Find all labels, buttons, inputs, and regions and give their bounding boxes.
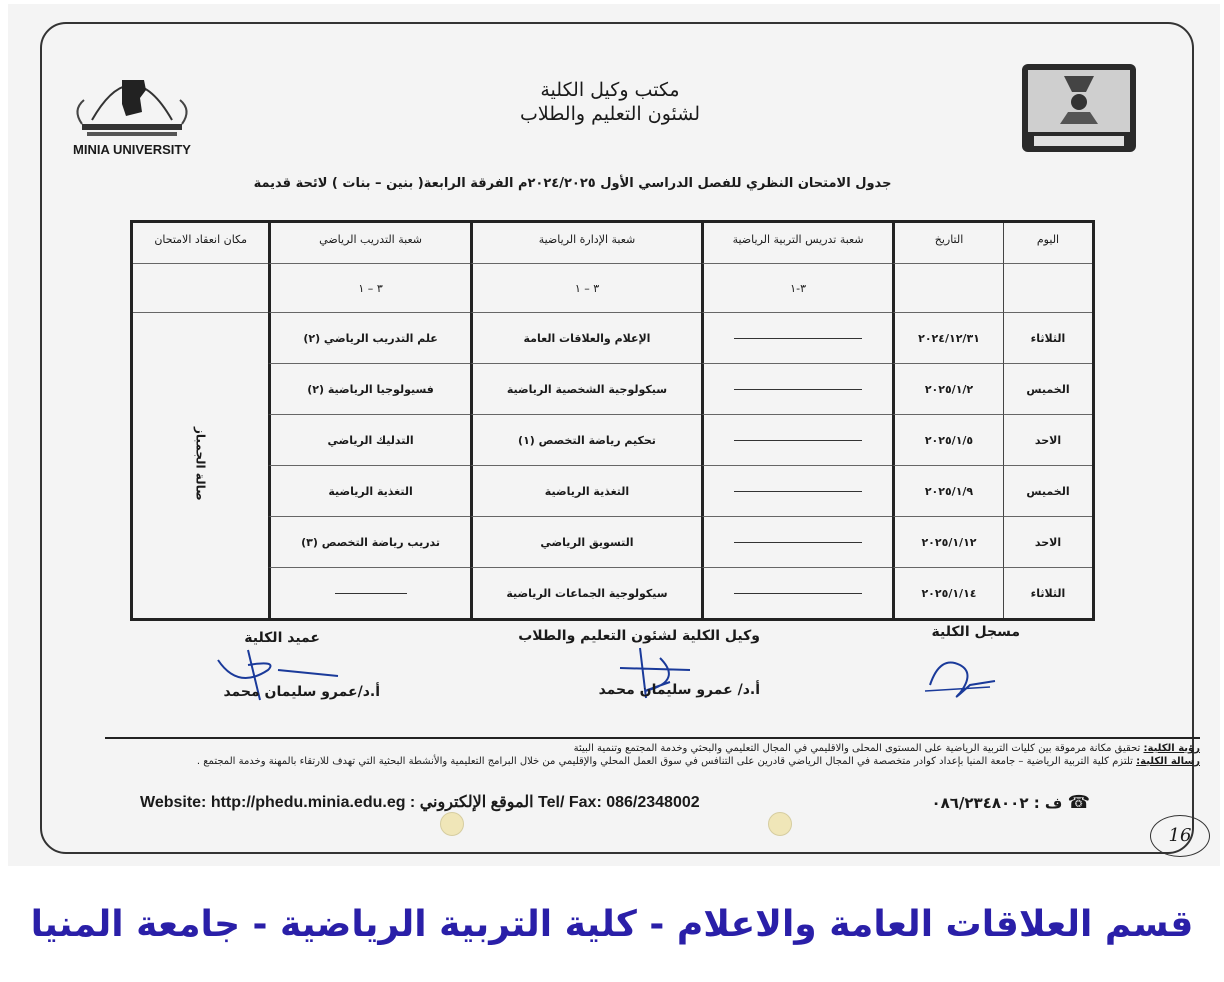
row-date: ٢٠٢٥/١/٩ — [892, 466, 1003, 517]
header-date: التاريخ — [892, 223, 1003, 264]
row-training: فسيولوجيا الرياضية (٢) — [268, 364, 469, 415]
header-venue: مكان انعقاد الامتحان — [133, 223, 268, 264]
row-training: علم التدريب الرياضي (٢) — [268, 313, 469, 364]
row-date: ٢٠٢٥/١/٢ — [892, 364, 1003, 415]
vision-label: رؤية الكلية: — [1143, 743, 1200, 754]
row-teaching-empty — [701, 568, 892, 618]
dean-name: أ.د/عمرو سليمان محمد — [223, 684, 380, 700]
row-teaching-empty — [701, 313, 892, 364]
row-training: التغذية الرياضية — [268, 466, 469, 517]
faculty-vision-mission — [105, 737, 1200, 768]
university-name: MINIA UNIVERSITY — [73, 142, 191, 157]
row-teaching-empty — [701, 415, 892, 466]
faculty-emblem-icon — [1020, 62, 1138, 154]
department-banner: قسم العلاقات العامة والاعلام - كلية التربية الرياضية - جامعة المنيا — [30, 904, 1194, 945]
header-teaching: شعبة تدريس التربية الرياضية — [701, 223, 892, 264]
header-training: شعبة التدريب الرياضي — [268, 223, 469, 264]
minia-university-logo — [62, 60, 202, 160]
vision-text: تحقيق مكانة مرموقة بين كليات التربية الرياضية على المستوى المحلى والاقليمي في المجال التعليمي والبحثي وخدمة المجتمع وتنمية البيئة — [573, 743, 1144, 754]
row-training-empty — [268, 568, 469, 618]
schedule-title: جدول الامتحان النظري للفصل الدراسي الأول ٢٠٢٤/٢٠٢٥م الفرقة الرابعة( بنين – بنات ) لائحة قديمة — [253, 176, 892, 191]
punch-hole — [768, 812, 792, 836]
venue-value: صالة الجمباز — [193, 427, 208, 501]
fax-number: ف : ٠٨٦/٢٣٤٨٠٠٢ — [931, 794, 1063, 812]
page-number: 16 — [1150, 815, 1210, 857]
row-management: التسويق الرياضي — [470, 517, 701, 568]
table-row — [133, 313, 1092, 364]
faculty-logo — [1020, 62, 1138, 154]
row-teaching-empty — [701, 517, 892, 568]
header-management: شعبة الإدارة الرياضية — [470, 223, 701, 264]
office-title-line1: مكتب وكيل الكلية — [540, 79, 680, 101]
row-management: الإعلام والعلاقات العامة — [470, 313, 701, 364]
header-day: اليوم — [1003, 223, 1092, 264]
registrar-signature-icon — [920, 645, 1000, 705]
dean-title: عميد الكلية — [244, 630, 320, 646]
mission-label: رسالة الكلية: — [1136, 756, 1200, 767]
row-teaching-empty — [701, 466, 892, 517]
venue-cell — [133, 313, 268, 618]
vice-dean-name: أ.د/ عمرو سليمان محمد — [598, 682, 760, 698]
table-header-row — [133, 223, 1092, 264]
subheader-training: ٣ – ١ — [268, 264, 469, 313]
row-day: الاحد — [1003, 415, 1092, 466]
subheader-teaching: ٣-١ — [701, 264, 892, 313]
row-teaching-empty — [701, 364, 892, 415]
row-date: ٢٠٢٥/١/١٢ — [892, 517, 1003, 568]
row-management: تحكيم رياضة التخصص (١) — [470, 415, 701, 466]
table-row — [133, 517, 1092, 568]
fax-contact — [900, 792, 1090, 813]
registrar-title: مسجل الكلية — [931, 624, 1020, 640]
row-day: الاحد — [1003, 517, 1092, 568]
subheader-management: ٣ – ١ — [470, 264, 701, 313]
row-day: الثلاثاء — [1003, 568, 1092, 618]
vision-line — [105, 742, 1200, 755]
nefertiti-emblem-icon — [62, 60, 202, 142]
row-management: التغذية الرياضية — [470, 466, 701, 517]
row-training: تدريب رياضة التخصص (٣) — [268, 517, 469, 568]
table-subheader-row — [133, 264, 1092, 313]
punch-hole — [440, 812, 464, 836]
table-row — [133, 415, 1092, 466]
row-day: الخميس — [1003, 364, 1092, 415]
row-day: الخميس — [1003, 466, 1092, 517]
mission-line — [105, 755, 1200, 768]
office-title — [430, 78, 790, 126]
row-date: ٢٠٢٥/١/١٤ — [892, 568, 1003, 618]
mission-text: تلتزم كلية التربية الرياضية – جامعة المنيا بإعداد كوادر متخصصة في المجال الرياضي قادرين على التنافس في سوق العمل المحلي والإقليمي من خلال البرامج التعليمية والأنشطة البحثية التي تهدف للارتقاء بالمهنة وخدمة المجتمع . — [196, 756, 1137, 767]
row-day: الثلاثاء — [1003, 313, 1092, 364]
website-contact: Website: http://phedu.minia.edu.eg : الموقع الإلكتروني Tel/ Fax: 086/2348002 — [140, 794, 700, 811]
row-management: سيكولوجية الجماعات الرياضية — [470, 568, 701, 618]
table-row — [133, 568, 1092, 618]
vice-dean-title: وكيل الكلية لشئون التعليم والطلاب — [518, 628, 760, 644]
exam-schedule-table — [130, 220, 1095, 621]
table-row — [133, 466, 1092, 517]
row-management: سيكولوجية الشخصية الرياضية — [470, 364, 701, 415]
row-date: ٢٠٢٤/١٢/٣١ — [892, 313, 1003, 364]
office-title-line2: لشئون التعليم والطلاب — [519, 103, 700, 125]
row-training: التدليك الرياضي — [268, 415, 469, 466]
telephone-icon: ☎ — [1067, 792, 1090, 813]
row-date: ٢٠٢٥/١/٥ — [892, 415, 1003, 466]
table-row — [133, 364, 1092, 415]
